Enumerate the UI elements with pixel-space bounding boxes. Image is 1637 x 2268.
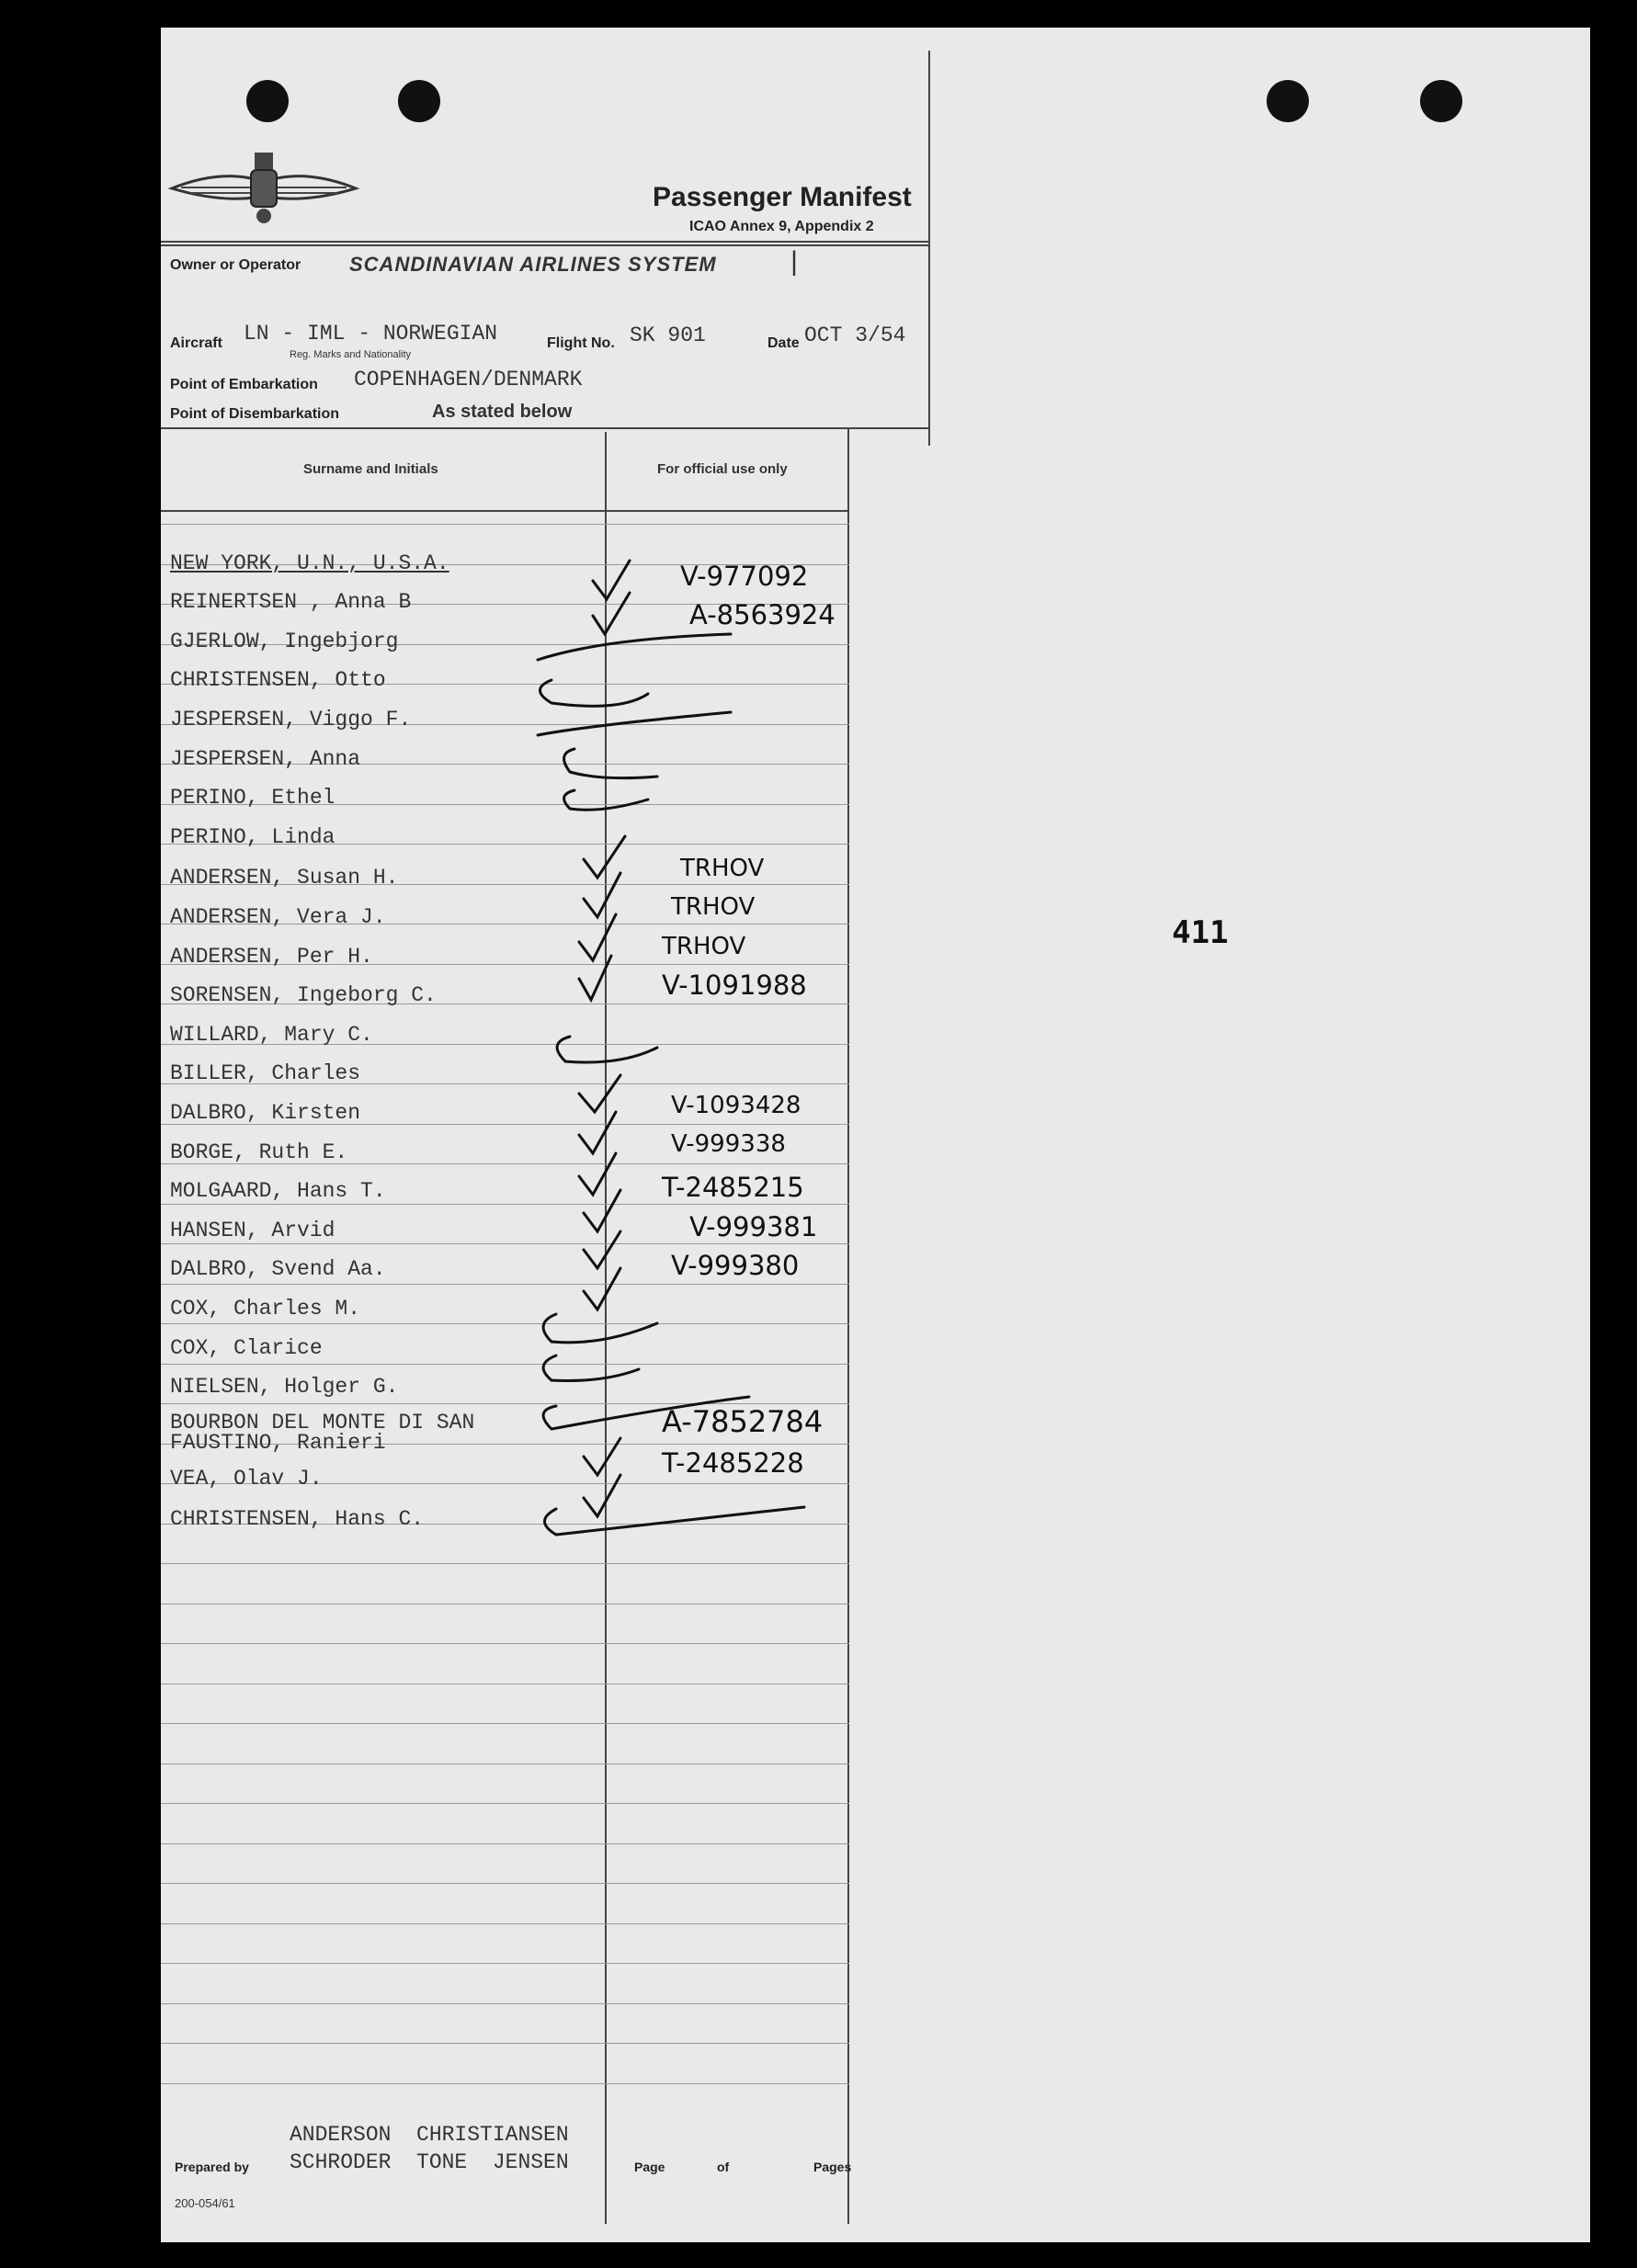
column-header-surname: Surname and Initials [303,461,438,477]
aircraft-note: Reg. Marks and Nationality [290,349,412,360]
prepared-by-line1: ANDERSON CHRISTIANSEN [290,2123,569,2147]
form-subtitle: ICAO Annex 9, Appendix 2 [689,219,874,234]
pages-label: Pages [813,2160,852,2174]
annotation: V-999380 [671,1250,800,1281]
passenger-entry: PERINO, Linda [170,825,335,849]
embarkation-label: Point of Embarkation [170,377,318,392]
passenger-entry: ANDERSEN, Per H. [170,945,373,969]
owner-label: Owner or Operator [170,257,301,273]
passenger-entry: VEA, Olav J. [170,1467,323,1491]
form-code: 200-054/61 [175,2196,235,2210]
ruled-row-line [161,1923,849,1924]
aircraft-value: LN - IML - NORWEGIAN [244,322,498,346]
owner-mark: | [786,248,803,279]
annotation: V-999338 [671,1130,786,1158]
passenger-entry: CHRISTENSEN, Otto [170,668,386,692]
annotation: V-1093428 [671,1092,801,1119]
passenger-entry: DALBRO, Svend Aa. [170,1257,386,1281]
passenger-entry: FAUSTINO, Ranieri [170,1431,386,1455]
paper-sheet [161,28,1590,2242]
annotation: T-2485228 [662,1447,804,1479]
checkmark-icon [161,28,988,1590]
page-label: Page [634,2160,665,2174]
ruled-row-line [161,1763,849,1764]
passenger-entry: JESPERSEN, Viggo F. [170,708,412,731]
passenger-entry: GJERLOW, Ingebjorg [170,629,399,653]
passenger-entry: JESPERSEN, Anna [170,747,361,771]
passenger-entry: NIELSEN, Holger G. [170,1375,399,1399]
passenger-entry: BILLER, Charles [170,1061,361,1085]
column-header-official: For official use only [657,461,788,477]
embarkation-value: COPENHAGEN/DENMARK [354,368,583,391]
ruled-row-line [161,1883,849,1884]
owner-value: SCANDINAVIAN AIRLINES SYSTEM [349,253,717,276]
page-number: 411 [1172,914,1229,951]
prepared-by-label: Prepared by [175,2160,249,2174]
annotation: V-999381 [689,1211,818,1242]
disembarkation-label: Point of Disembarkation [170,406,340,422]
annotation: TRHOV [662,933,746,960]
annotation: A-7852784 [662,1404,824,1439]
annotation: V-977092 [680,561,809,592]
ruled-row-line [161,2003,849,2004]
punch-hole [1267,80,1309,122]
disembarkation-value: As stated below [432,402,573,422]
annotation: V-1091988 [662,970,807,1001]
destination-header: NEW YORK, U.N., U.S.A. [170,551,449,575]
date-label: Date [767,335,800,351]
passenger-entry: ANDERSEN, Vera J. [170,905,386,929]
annotation: TRHOV [671,893,756,921]
annotation: T-2485215 [662,1172,804,1203]
passenger-entry: BOURBON DEL MONTE DI SAN [170,1411,475,1435]
passenger-entry: MOLGAARD, Hans T. [170,1179,386,1203]
passenger-entry: COX, Clarice [170,1336,323,1360]
passenger-entry: CHRISTENSEN, Hans C. [170,1507,425,1531]
annotation: A-8563924 [689,599,836,630]
ruled-row-line [161,1843,849,1844]
ruled-row-line [161,1723,849,1724]
form-title: Passenger Manifest [653,182,912,212]
passenger-entry: ANDERSEN, Susan H. [170,866,399,890]
passenger-entry: WILLARD, Mary C. [170,1023,373,1047]
passenger-entry: SORENSEN, Ingeborg C. [170,983,437,1007]
ruled-row-line [161,1963,849,1964]
passenger-entry: COX, Charles M. [170,1297,361,1321]
of-label: of [717,2160,730,2174]
ruled-row-line [161,2043,849,2044]
ruled-row-line [161,1803,849,1804]
passenger-entry: PERINO, Ethel [170,786,335,810]
ruled-row-line [161,1604,849,1605]
annotation: TRHOV [680,855,765,882]
punch-hole [1420,80,1462,122]
passenger-entry: HANSEN, Arvid [170,1219,335,1242]
prepared-by-line2: SCHRODER TONE JENSEN [290,2150,569,2174]
passenger-entry: DALBRO, Kirsten [170,1101,361,1125]
aircraft-label: Aircraft [170,335,222,351]
flight-label: Flight No. [547,335,615,351]
passenger-entry: REINERTSEN , Anna B [170,590,412,614]
ruled-row-line [161,1643,849,1644]
flight-value: SK 901 [630,323,706,347]
passenger-entry: BORGE, Ruth E. [170,1140,348,1164]
date-value: OCT 3/54 [804,323,906,347]
ruled-row-line [161,2083,849,2084]
